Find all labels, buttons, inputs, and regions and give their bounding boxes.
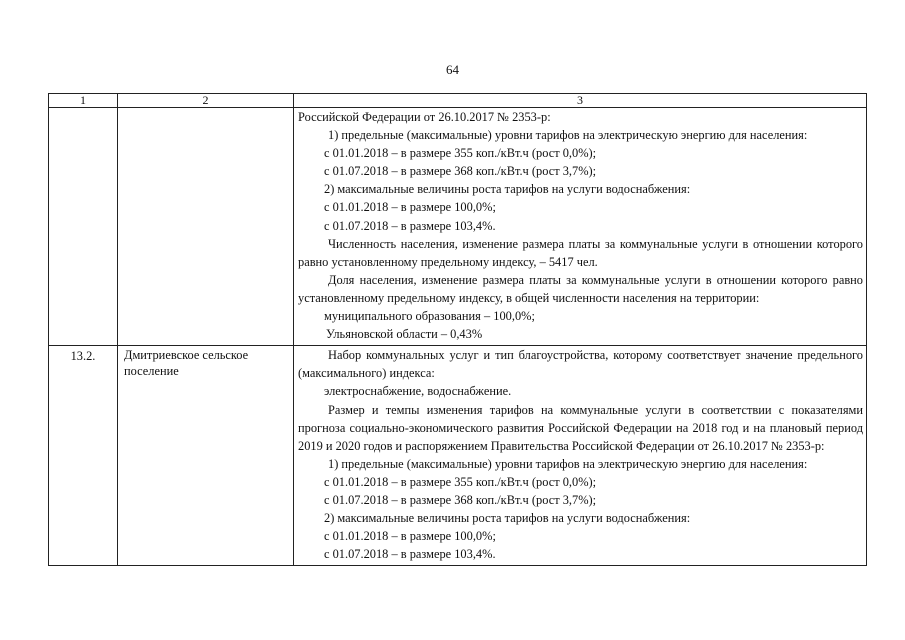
table-row: [49, 108, 867, 346]
settlement-name-cell: Дмитриевское сельское поселение: [118, 346, 294, 566]
paragraph: муниципального образования – 100,0%;: [324, 309, 535, 324]
paragraph: с 01.01.2018 – в размере 355 коп./кВт.ч (рост 0,0%);: [324, 146, 597, 161]
paragraph: Размер и темпы изменения тарифов на коммунальные услуги в соответствии с показателями прогноза социально-экономического развития Российской Федерации на 2018 год и на плановый период 2019 и 2020 годов и распоряжением Правительства Российской Федерации от 26.10.2017 № 2353-р:: [298, 402, 863, 453]
page-number: 64: [446, 62, 459, 77]
row-number: [49, 108, 117, 109]
table-row: [49, 346, 867, 566]
paragraph: с 01.01.2018 – в размере 100,0%;: [324, 200, 496, 215]
paragraph: с 01.07.2018 – в размере 103,4%.: [324, 547, 496, 562]
row-number: 13.2.: [70, 349, 96, 364]
paragraph: с 01.07.2018 – в размере 368 коп./кВт.ч (рост 3,7%);: [324, 164, 597, 179]
description-cell: [294, 346, 867, 566]
column-header-2: 2: [118, 94, 294, 108]
column-header-1: 1: [49, 94, 118, 108]
description-cell: [294, 108, 867, 346]
column-header-3: 3: [294, 94, 867, 108]
paragraph: с 01.01.2018 – в размере 355 коп./кВт.ч (рост 0,0%);: [324, 474, 597, 489]
paragraph: 2) максимальные величины роста тарифов на услуги водоснабжения:: [324, 182, 691, 197]
row-number-cell: [49, 346, 118, 566]
paragraph: Доля населения, изменение размера платы за коммунальные услуги в отношении которого равно установленному предельному индексу, в общей численности населения на территории:: [298, 272, 863, 305]
paragraph: с 01.07.2018 – в размере 103,4%.: [324, 218, 496, 233]
paragraph: Ульяновской области – 0,43%: [326, 327, 483, 342]
paragraph: Набор коммунальных услуг и тип благоустройства, которому соответствует значение предельного (максимального) индекса:: [298, 348, 863, 381]
paragraph: Численность населения, изменение размера платы за коммунальные услуги в отношении которого равно установленному предельному индексу, – 5417 чел.: [298, 236, 863, 269]
paragraph: Российской Федерации от 26.10.2017 № 2353-р:: [298, 110, 551, 124]
paragraph: электроснабжение, водоснабжение.: [324, 384, 512, 399]
paragraph: с 01.01.2018 – в размере 100,0%;: [324, 529, 496, 544]
paragraph: с 01.07.2018 – в размере 368 коп./кВт.ч (рост 3,7%);: [324, 492, 597, 507]
paragraph: 1) предельные (максимальные) уровни тарифов на электрическую энергию для населения:: [328, 456, 808, 471]
settlement-name-cell: [118, 108, 294, 346]
row-number-cell: [49, 108, 118, 346]
paragraph: 2) максимальные величины роста тарифов на услуги водоснабжения:: [324, 511, 691, 526]
paragraph: 1) предельные (максимальные) уровни тарифов на электрическую энергию для населения:: [328, 128, 808, 143]
table-header-row: [49, 94, 867, 108]
tariff-table: [48, 93, 867, 566]
